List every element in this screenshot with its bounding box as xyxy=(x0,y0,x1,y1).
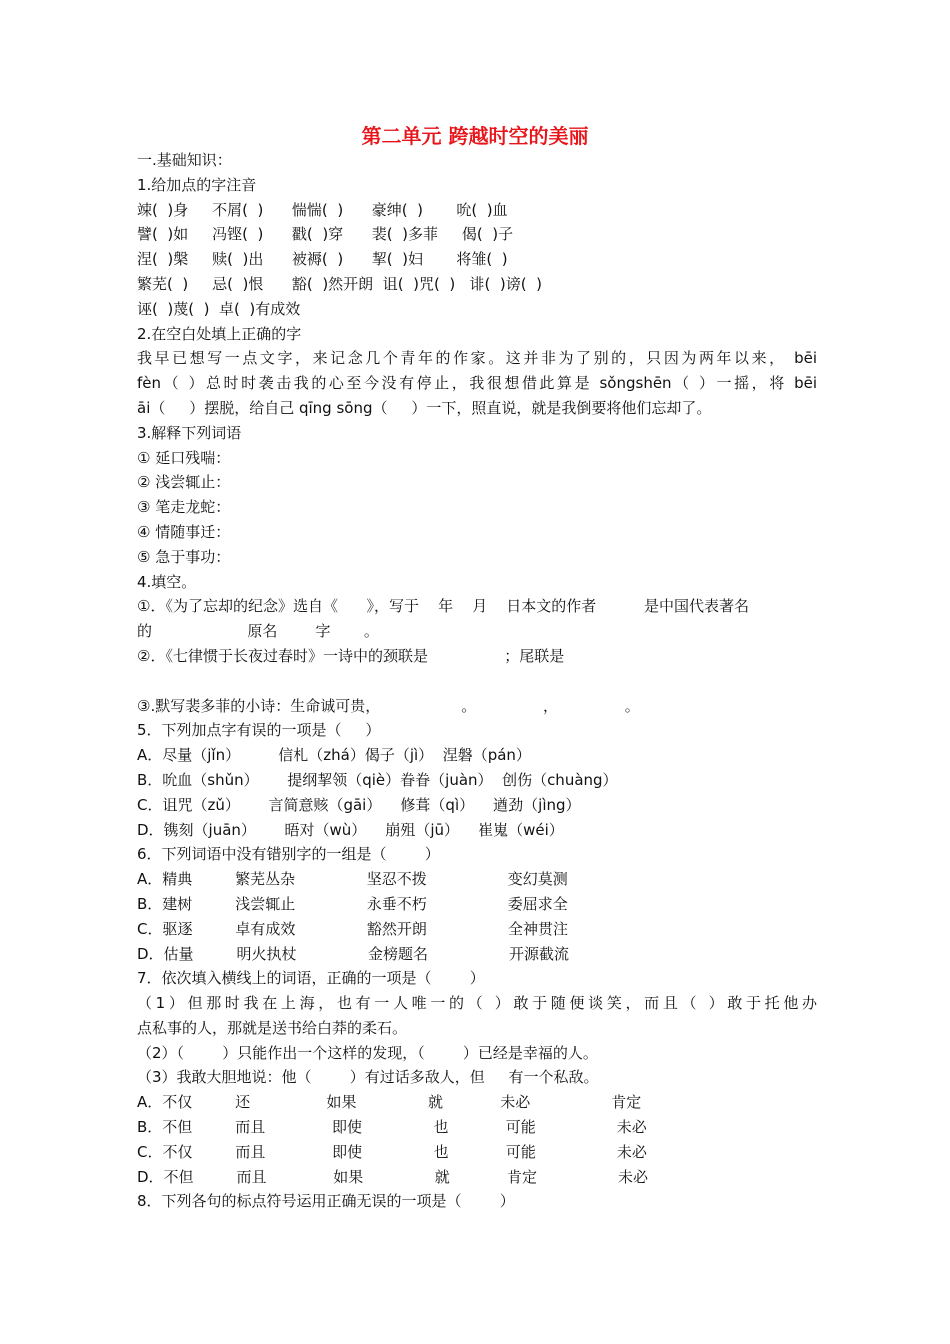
text-line: ③.默写裴多菲的小诗：生命诚可贵， 。 ， 。 xyxy=(137,696,640,715)
text-line: 譬( )如 冯铿( ) 戳( )穿 裴( )多菲 偈( )子 xyxy=(137,225,514,244)
text-line: D．不但 而且 如果 就 肯定 未必 xyxy=(137,1167,649,1186)
text-line: D．估量 明火执杖 金榜题名 开源截流 xyxy=(137,944,570,963)
text-line: ③ 笔走龙蛇： xyxy=(137,498,231,517)
text-line: 繁芜( ) 忌( )恨 豁( )然开朗 诅( )咒( ) 诽( )谤( ) xyxy=(137,274,542,293)
text-line: A．尽量（jǐn） 信札（zhá）偈子（jì） 涅磐（pán） xyxy=(137,746,531,765)
text-line: （2）（ ）只能作出一个这样的发现，（ ）已经是幸福的人。 xyxy=(137,1043,598,1062)
text-line: 点私事的人，那就是送书给白莽的柔石。 xyxy=(137,1018,408,1037)
text-line: A．精典 繁芜丛杂 坚忍不拨 变幻莫测 xyxy=(137,870,568,889)
text-line: C．诅咒（zǔ） 言简意赅（gāi） 修葺（qì） 遒劲（jìng） xyxy=(137,795,581,814)
text-line: 的 原名 字 。 xyxy=(137,622,379,641)
text-line: 1.给加点的字注音 xyxy=(137,175,257,194)
text-line: 涅( )槃 赎( )出 被褥( ) 挈( )妇 将雏( ) xyxy=(137,250,508,269)
text-line: 2.在空白处填上正确的字 xyxy=(137,324,302,343)
text-line: （3）我敢大胆地说：他（ ）有过话多敌人，但 有一个私敌。 xyxy=(137,1068,599,1087)
text-line: B．吮血（shǔn） 提纲挈领（qiè）眷眷（juàn） 创伤（chuàng） xyxy=(137,770,618,789)
text-line: 6．下列词语中没有错别字的一组是（ ） xyxy=(137,845,440,864)
text-line: C．驱逐 卓有成效 豁然开朗 全神贯注 xyxy=(137,919,568,938)
text-line: A．不仅 还 如果 就 未必 肯定 xyxy=(137,1093,642,1112)
text-line: ② 浅尝辄止： xyxy=(137,473,231,492)
text-line: ①．《为了忘却的纪念》选自《 》，写于 年 月 日本文的作者 是中国代表著名 xyxy=(137,597,749,616)
text-line: 5．下列加点字有误的一项是（ ） xyxy=(137,721,381,740)
text-line: 7．依次填入横线上的词语，正确的一项是（ ） xyxy=(137,969,485,988)
text-line xyxy=(137,669,817,694)
text-line: 8．下列各句的标点符号运用正确无误的一项是（ ） xyxy=(137,1192,515,1211)
text-line: 竦( )身 不屑( ) 惴惴( ) 豪绅( ) 吮( )血 xyxy=(137,200,508,219)
text-line: 我早已想写一点文字，来记念几个青年的作家。这并非为了别的，只因为两年以来， bēi xyxy=(137,349,817,368)
page-title: 第二单元 跨越时空的美丽 xyxy=(361,124,589,148)
text-line: 3.解释下列词语 xyxy=(137,423,242,442)
text-line: B．建树 浅尝辄止 永垂不朽 委屈求全 xyxy=(137,894,568,913)
text-line: āi（ ）摆脱，给自己 qīng sōng（ ）一下，照直说，就是我倒要将他们忘却了。 xyxy=(137,398,712,417)
text-line: ① 延口残喘： xyxy=(137,448,231,467)
text-line: （1）但那时我在上海，也有一人唯一的（ ）敢于随便谈笑，而且（ ）敢于托他办 xyxy=(137,994,817,1013)
text-line: C．不仅 而且 即使 也 可能 未必 xyxy=(137,1142,647,1161)
text-line: 诬( )蔑( ) 卓( )有成效 xyxy=(137,299,301,318)
text-line: 一.基础知识： xyxy=(137,151,232,169)
text-line: fèn（ ）总时时袭击我的心至今没有停止，我很想借此算是 sǒngshēn（ ）一摇，将 bēi xyxy=(137,374,817,393)
text-line: B．不但 而且 即使 也 可能 未必 xyxy=(137,1118,647,1137)
text-line: ⑤ 急于事功： xyxy=(137,547,231,566)
text-line: D．镌刻（juān） 晤对（wù） 崩殂（jū） 崔嵬（wéi） xyxy=(137,820,564,839)
text-line: 4.填空。 xyxy=(137,572,197,591)
text-line: ②．《七律惯于长夜过春时》一诗中的颈联是 ；尾联是 xyxy=(137,646,565,665)
text-line: ④ 情随事迁： xyxy=(137,522,231,541)
document-body xyxy=(137,148,817,1214)
